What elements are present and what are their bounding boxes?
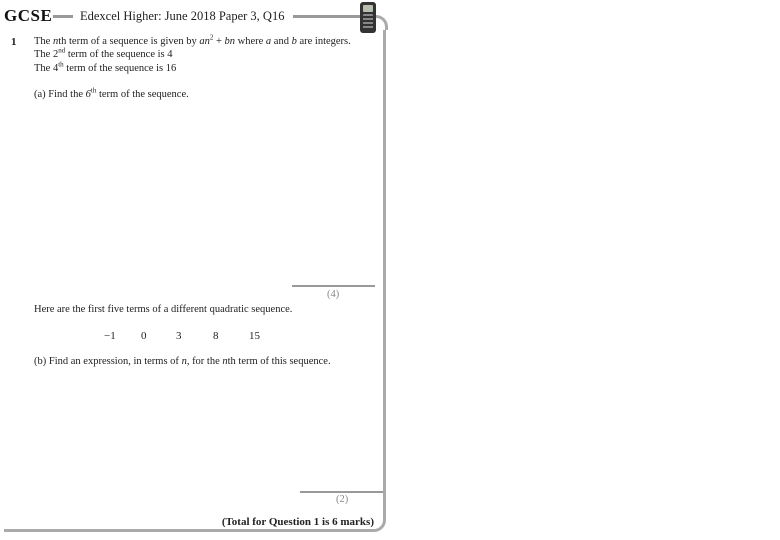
question-intro: The nth term of a sequence is given by $an^2$ + bn where a and b are integers. [34,33,351,47]
question-number: 1 [11,36,17,48]
sequence-term: 0 [141,330,147,342]
fourth-term-statement: The 4th term of the sequence is 16 [34,60,177,74]
part-b-prompt: (b) Find an expression, in terms of n, for the nth term of this sequence. [34,356,331,367]
part-a-answer-line [292,285,375,287]
calculator-keys [363,14,373,30]
part-b-marks: (2) [336,494,349,505]
paper-source: Edexcel Higher: June 2018 Paper 3, Q16 [80,9,285,23]
calculator-screen [363,5,373,12]
sequence-term: −1 [104,330,116,342]
sequence-term: 15 [249,330,260,342]
header-divider-right [293,15,360,18]
part-b-answer-line [300,491,383,493]
sequence-term: 8 [213,330,219,342]
header-divider-left [53,15,73,18]
sequence-intro: Here are the first five terms of a different quadratic sequence. [34,304,293,315]
part-a-marks: (4) [327,289,340,300]
question-total-marks: (Total for Question 1 is 6 marks) [221,516,374,528]
part-a-prompt: (a) Find the 6th term of the sequence. [34,86,189,100]
calculator-icon [360,2,376,33]
gcse-logo: GCSE [4,6,53,25]
second-term-statement: The 2nd term of the sequence is 4 [34,46,173,60]
sequence-term: 3 [176,330,182,342]
